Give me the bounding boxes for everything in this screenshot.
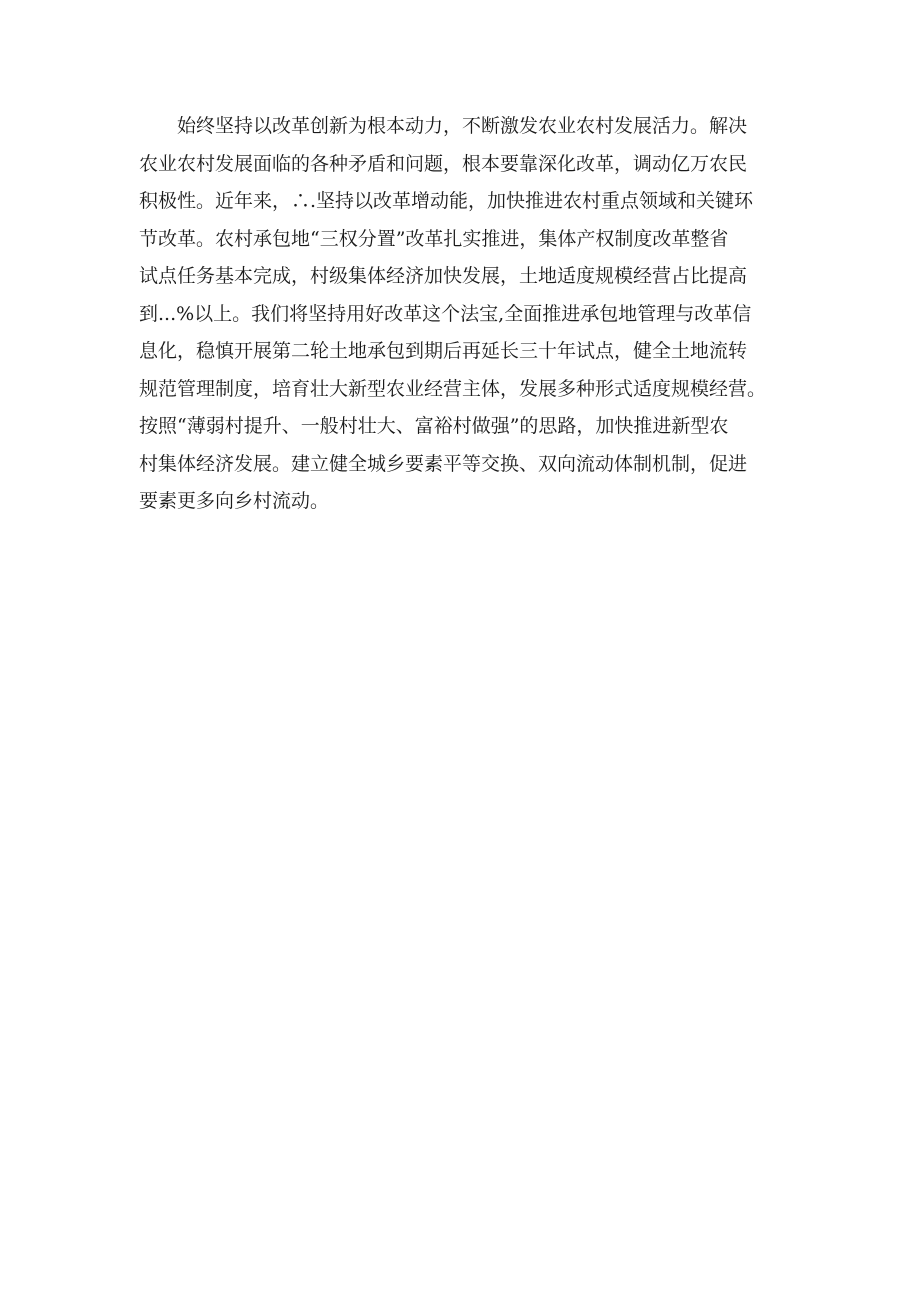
paragraph-line: 要素更多向乡村流动。 xyxy=(139,490,330,512)
paragraph-line: 到...%以上。我们将坚持用好改革这个法宝,全面推进承包地管理与改革信 xyxy=(139,302,752,325)
paragraph-line: 农业农村发展面临的各种矛盾和问题，根本要靠深化改革，调动亿万农民 xyxy=(139,152,748,175)
paragraph-line: 积极性。近年来，∴.坚持以改革增动能，加快推进农村重点领域和关键环 xyxy=(139,190,754,212)
paragraph-line: 试点任务基本完成，村级集体经济加快发展，土地适度规模经营占比提高 xyxy=(139,265,748,287)
paragraph-line: 始终坚持以改革创新为根本动力，不断激发农业农村发展活力。解决 xyxy=(177,115,748,137)
paragraph-line: 息化，稳慎开展第二轮土地承包到期后再延长三十年试点，健全土地流转 xyxy=(139,340,748,362)
body-paragraph xyxy=(139,108,799,521)
paragraph-line: 节改革。农村承包地“三权分置”改革扎实推进，集体产权制度改革整省 xyxy=(139,227,729,250)
paragraph-line: 规范管理制度，培育壮大新型农业经营主体，发展多种形式适度规模经营。 xyxy=(139,377,767,400)
paragraph-line: 按照“薄弱村提升、一般村壮大、富裕村做强”的思路，加快推进新型农 xyxy=(139,415,729,437)
paragraph-line: 村集体经济发展。建立健全城乡要素平等交换、双向流动体制机制，促进 xyxy=(139,452,748,475)
